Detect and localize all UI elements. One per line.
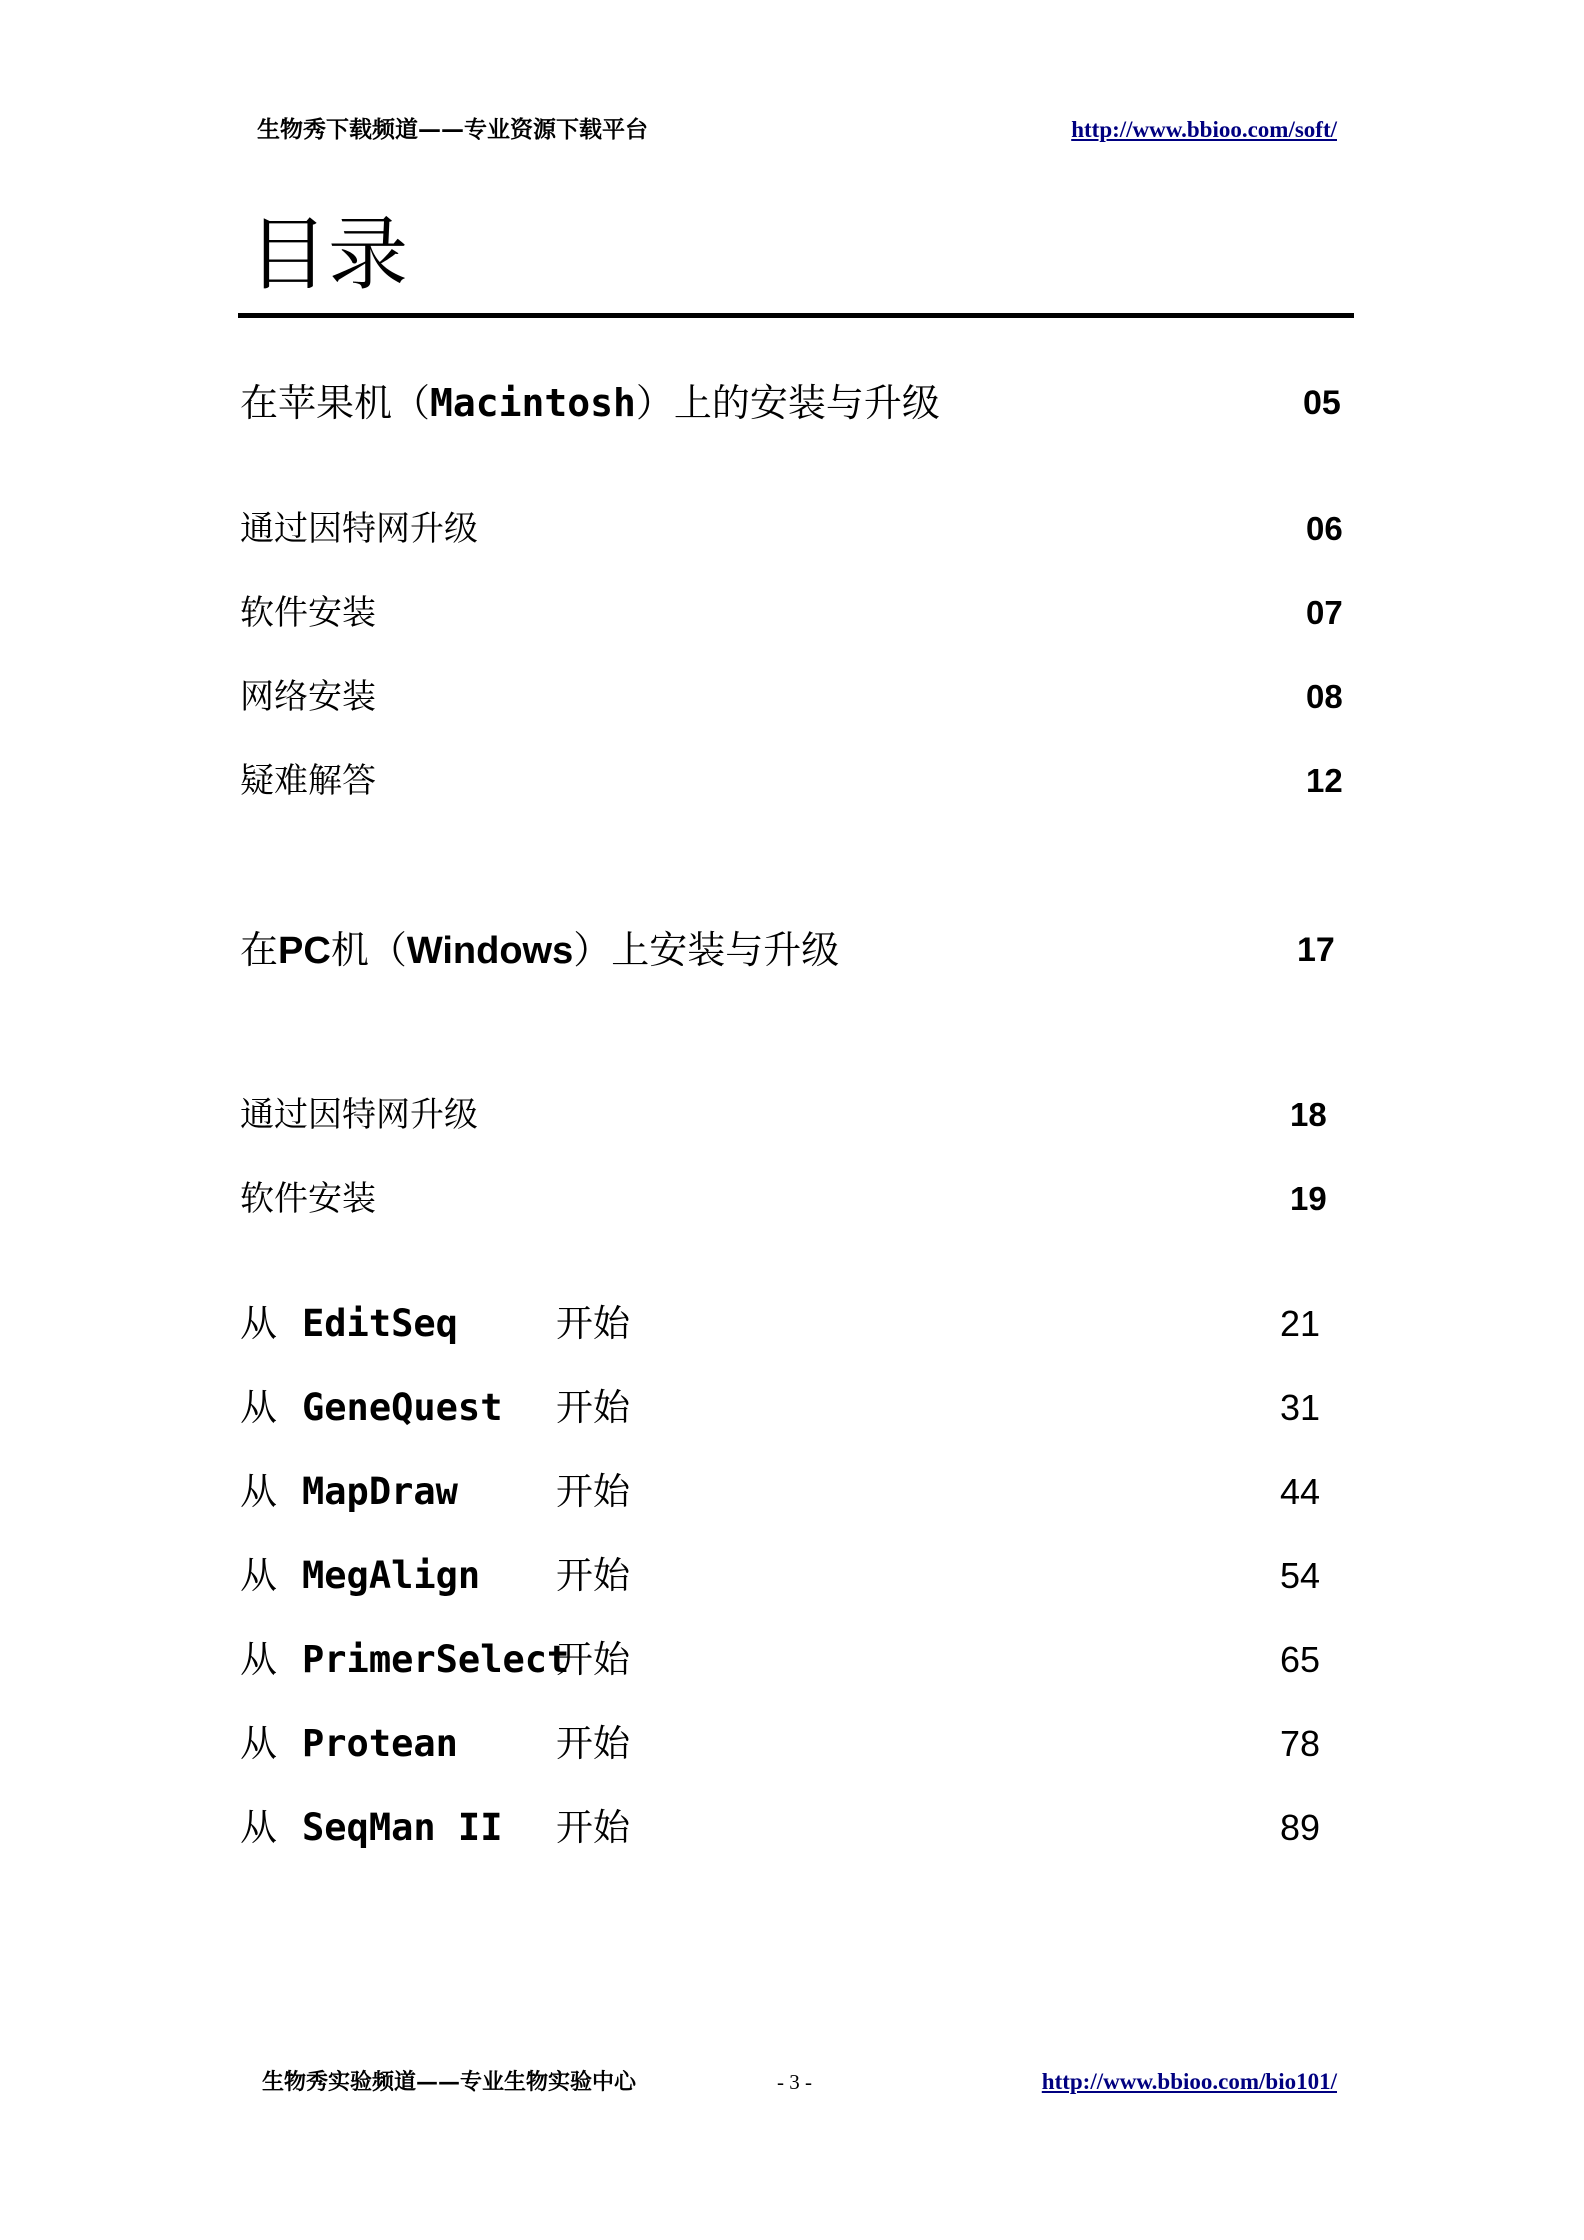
- toc-page-number: 54: [1280, 1555, 1321, 1596]
- page-header: [257, 112, 1337, 148]
- toc-item-tool-name: Protean: [302, 1722, 458, 1765]
- toc-item-pc-software-install[interactable]: [240, 1169, 1343, 1229]
- toc-page-number: 19: [1290, 1180, 1327, 1217]
- toc-item-suffix: 开始: [556, 1554, 630, 1597]
- toc-item-prefix: 从: [240, 1470, 277, 1513]
- toc-item-protean[interactable]: [240, 1714, 1343, 1774]
- toc-item-label: 软件安装: [240, 1179, 376, 1219]
- toc-item-mac-troubleshooting[interactable]: [240, 751, 1343, 811]
- toc-item-mac-software-install[interactable]: [240, 583, 1343, 643]
- header-site-name: 生物秀下载频道——专业资源下载平台: [257, 116, 648, 143]
- toc-page-number: 65: [1280, 1639, 1321, 1680]
- toc-page-number: 17: [1297, 931, 1335, 969]
- toc-section-macintosh[interactable]: [240, 373, 1343, 433]
- toc-page-number: 18: [1290, 1096, 1327, 1133]
- toc-item-tool-name: GeneQuest: [302, 1386, 503, 1429]
- toc-item-tool-name: EditSeq: [302, 1302, 458, 1345]
- toc-item-tool-name: MegAlign: [302, 1554, 481, 1597]
- toc-section-windows[interactable]: [240, 920, 1343, 980]
- toc-item-primerselect[interactable]: [240, 1630, 1343, 1690]
- toc-item-suffix: 开始: [556, 1638, 630, 1681]
- toc-item-label: 通过因特网升级: [240, 1095, 478, 1135]
- toc-item-prefix: 从: [240, 1806, 277, 1849]
- toc-item-label: 网络安装: [240, 677, 376, 717]
- toc-item-prefix: 从: [240, 1386, 277, 1429]
- toc-item-mac-internet-upgrade[interactable]: [240, 499, 1343, 559]
- toc-item-editseq[interactable]: [240, 1294, 1343, 1354]
- toc-page-number: 05: [1303, 384, 1341, 422]
- toc-item-label: 软件安装: [240, 593, 376, 633]
- toc-section-label: 在苹果机（Macintosh）上的安装与升级: [240, 381, 940, 425]
- toc-page-number: 06: [1306, 510, 1343, 547]
- page-title: 目录: [248, 208, 408, 301]
- toc-item-mac-network-install[interactable]: [240, 667, 1343, 727]
- toc-item-pc-internet-upgrade[interactable]: [240, 1085, 1343, 1145]
- toc-item-prefix: 从: [240, 1554, 277, 1597]
- toc-item-seqman-ii[interactable]: [240, 1798, 1343, 1858]
- toc-section-label: 在PC机（Windows）上安装与升级: [240, 928, 840, 972]
- toc-item-suffix: 开始: [556, 1806, 630, 1849]
- toc-item-megalign[interactable]: [240, 1546, 1343, 1606]
- toc-page-number: 89: [1280, 1807, 1321, 1848]
- toc-item-suffix: 开始: [556, 1470, 630, 1513]
- footer-site-name: 生物秀实验频道——专业生物实验中心: [262, 2069, 637, 2095]
- title-divider: [238, 313, 1354, 318]
- toc-page-number: 31: [1280, 1387, 1321, 1428]
- toc-item-mapdraw[interactable]: [240, 1462, 1343, 1522]
- toc-page-number: 12: [1306, 762, 1343, 799]
- toc-item-prefix: 从: [240, 1722, 277, 1765]
- toc-item-prefix: 从: [240, 1638, 277, 1681]
- toc-page-number: 44: [1280, 1471, 1321, 1512]
- toc-item-genequest[interactable]: [240, 1378, 1343, 1438]
- toc-item-prefix: 从: [240, 1302, 277, 1345]
- page-footer: [262, 2064, 1337, 2100]
- header-url-link[interactable]: http://www.bbioo.com/soft/: [1071, 117, 1337, 142]
- toc-item-suffix: 开始: [556, 1386, 630, 1429]
- toc-page-number: 21: [1280, 1303, 1321, 1344]
- toc-item-label: 通过因特网升级: [240, 509, 478, 549]
- toc-page-number: 08: [1306, 678, 1343, 715]
- toc-item-suffix: 开始: [556, 1722, 630, 1765]
- toc-item-label: 疑难解答: [240, 761, 376, 801]
- toc-item-tool-name: SeqMan II: [302, 1806, 503, 1849]
- footer-url-link[interactable]: http://www.bbioo.com/bio101/: [1041, 2069, 1337, 2094]
- toc-item-tool-name: PrimerSelect: [302, 1638, 570, 1681]
- footer-page-number: - 3 -: [777, 2070, 812, 2094]
- toc-item-suffix: 开始: [556, 1302, 630, 1345]
- toc-item-tool-name: MapDraw: [302, 1470, 458, 1513]
- toc-page-number: 07: [1306, 594, 1343, 631]
- toc-page-number: 78: [1280, 1723, 1321, 1764]
